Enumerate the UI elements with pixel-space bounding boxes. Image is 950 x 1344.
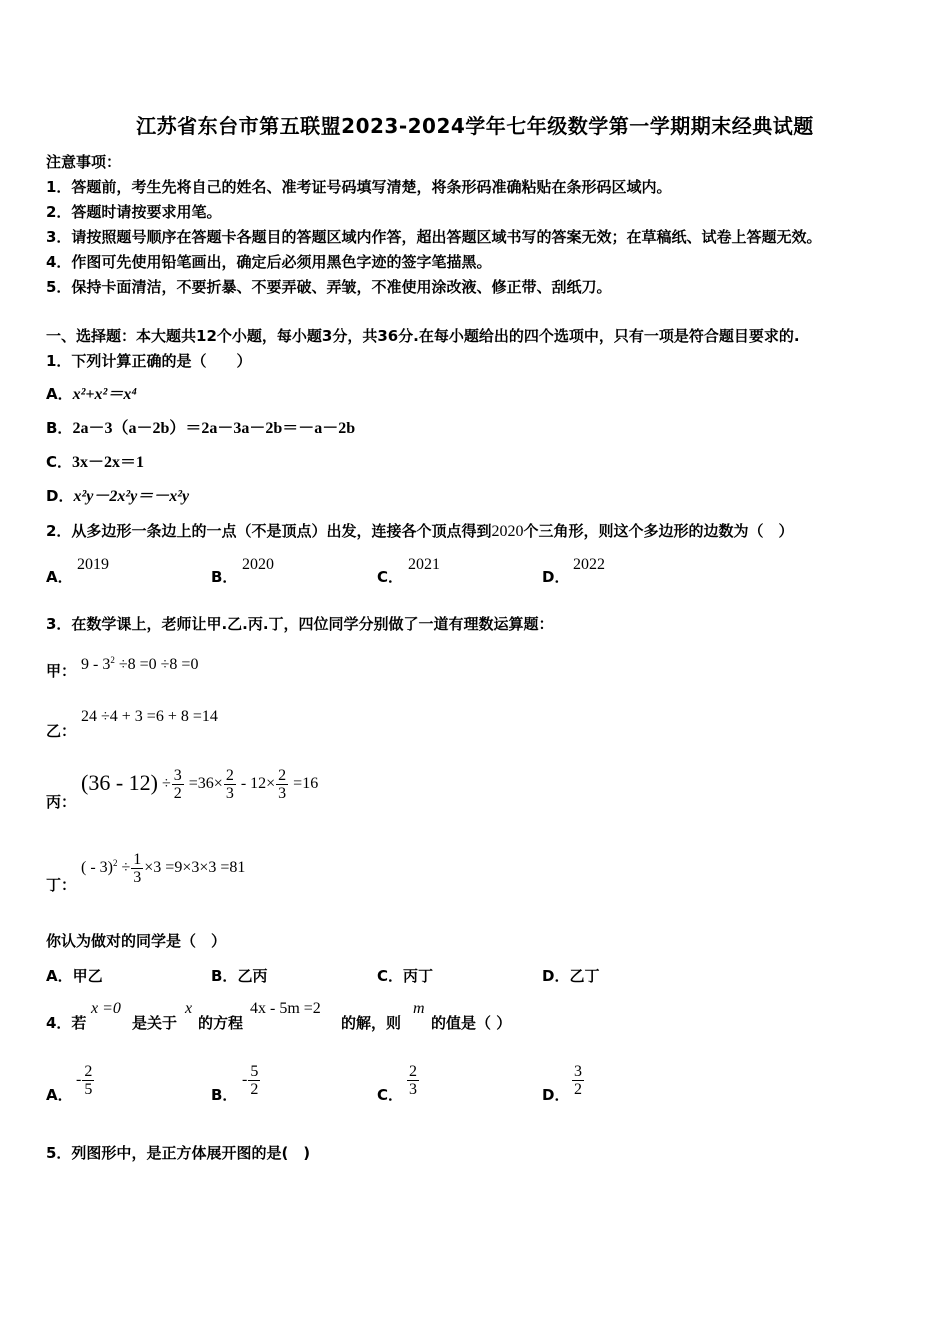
fraction: $\frac{2}{3}$ (278, 767, 287, 802)
q3-ding-label: 丁： (46, 876, 77, 894)
option-label: A． (46, 385, 73, 403)
notice-item-5: 5．保持卡面清洁，不要折暴、不要弄破、弄皱，不准使用涂改液、修正带、刮纸刀。 (46, 278, 612, 296)
q4-option-d-value (571, 1063, 585, 1098)
option-label: B． (46, 419, 73, 437)
option-label: D． (46, 487, 74, 505)
q3-yi-equation: 24 ÷4 + 3 =6 + 8 =14 (81, 708, 218, 725)
q3-jia-equation: $9 - 3^2 \div 8 =0 \div 8 =0$ (81, 655, 199, 673)
q2-stem: 2．从多边形一条边上的一点（不是顶点）出发，连接各个顶点得到2020个三角形，则这个多边形的边数为（ ） (46, 522, 794, 540)
q3-ding-equation: ( - 3)$^2$ ÷ $\frac{1}{3}$ ×3 =9×3×3 =81 (81, 851, 246, 886)
q2-option-c-label: C． (377, 568, 404, 586)
q4-option-c-value (406, 1063, 420, 1098)
q4-stem-2: 是关于 (132, 1014, 178, 1032)
q3-jia-label: 甲： (46, 662, 77, 680)
fraction: $\frac{2}{3}$ (225, 767, 234, 802)
q1-option-a (46, 384, 137, 405)
q4-option-d-label: D． (542, 1086, 570, 1104)
q4-option-c-label: C． (377, 1086, 404, 1104)
q4-math-equation: 4x - 5m =2 (250, 1000, 321, 1017)
fraction: $\frac{1}{3}$ (133, 851, 142, 886)
q2-option-a-value: 2019 (77, 556, 109, 573)
q1-c-expr: 3x－2x＝1 (72, 454, 145, 471)
q4-option-a-label: A． (46, 1086, 73, 1104)
q2-option-b-label: B． (211, 568, 238, 586)
q5-stem: 5．列图形中，是正方体展开图的是( ) (46, 1144, 311, 1162)
notice-item-1: 1．答题前，考生先将自己的姓名、准考证号码填写清楚，将条形码准确粘贴在条形码区域内。 (46, 178, 672, 196)
q3-yi-label: 乙： (46, 722, 77, 740)
q4-stem-1: 4．若 (46, 1014, 87, 1032)
q4-math-x0: x =0 (91, 1000, 121, 1017)
q2-option-d-value: 2022 (573, 556, 605, 573)
fraction: $\frac{3}{2}$ (173, 767, 182, 802)
q1-d-expr: x²y－2x²y＝－x²y (73, 488, 190, 505)
q4-option-b-label: B． (211, 1086, 238, 1104)
q1-option-d (46, 486, 189, 507)
q4-option-a-value: - $\frac{2}{5}$ (76, 1063, 93, 1098)
q3-bing-label: 丙： (46, 793, 77, 811)
q3-question: 你认为做对的同学是（ ） (46, 932, 227, 950)
q2-option-c-value: 2021 (408, 556, 440, 573)
q2-option-b-value: 2020 (242, 556, 274, 573)
q1-option-b (46, 418, 355, 439)
exam-title: 江苏省东台市第五联盟2023-2024学年七年级数学第一学期期末经典试题 (136, 114, 814, 138)
q4-option-b-value: - $\frac{5}{2}$ (242, 1063, 259, 1098)
q3-option-b: B．乙丙 (211, 967, 268, 985)
fraction: $\frac{3}{2}$ (574, 1063, 582, 1098)
q1-option-c (46, 452, 144, 473)
q1-a-expr: x²+x²＝x⁴ (72, 386, 137, 403)
fraction: $\frac{5}{2}$ (250, 1063, 259, 1098)
q3-stem: 3．在数学课上，老师让甲.乙.丙.丁，四位同学分别做了一道有理数运算题： (46, 615, 554, 633)
q4-math-x: x (185, 1000, 193, 1017)
fraction: $\frac{2}{5}$ (84, 1063, 93, 1098)
notice-heading: 注意事项： (46, 153, 122, 171)
q1-stem: 1．下列计算正确的是（ ） (46, 352, 252, 370)
q4-stem-3: 的方程 (198, 1014, 244, 1032)
q4-stem-4: 的解，则 (341, 1014, 402, 1032)
notice-item-4: 4．作图可先使用铅笔画出，确定后必须用黑色字迹的签字笔描黑。 (46, 253, 492, 271)
q3-option-d: D．乙丁 (542, 967, 600, 985)
q2-option-d-label: D． (542, 568, 570, 586)
q3-bing-equation: (36 - 12) ÷ $\frac{3}{2}$ =36× $\frac{2}{3}$ - 12× $\frac{2}{3}$ =16 (81, 767, 319, 802)
q2-option-a-label: A． (46, 568, 73, 586)
section-heading: 一、选择题：本大题共12个小题，每小题3分，共36分.在每小题给出的四个选项中，只有一项是符合题目要求的. (46, 327, 800, 345)
q3-option-c: C．丙丁 (377, 967, 434, 985)
option-label: C． (46, 453, 73, 471)
fraction: $\frac{2}{3}$ (409, 1063, 417, 1098)
q3-option-a: A．甲乙 (46, 967, 103, 985)
q4-stem-5: 的值是（ ） (431, 1014, 512, 1032)
notice-item-2: 2．答题时请按要求用笔。 (46, 203, 222, 221)
q1-b-expr: 2a－3（a－2b）＝2a－3a－2b＝－a－2b (72, 420, 356, 437)
q2-number: 2020 (491, 523, 524, 540)
q4-math-m: m (413, 1000, 425, 1017)
notice-item-3: 3．请按照题号顺序在答题卡各题目的答题区域内作答，超出答题区域书写的答案无效；在草稿纸、试卷上答题无效。 (46, 228, 822, 246)
